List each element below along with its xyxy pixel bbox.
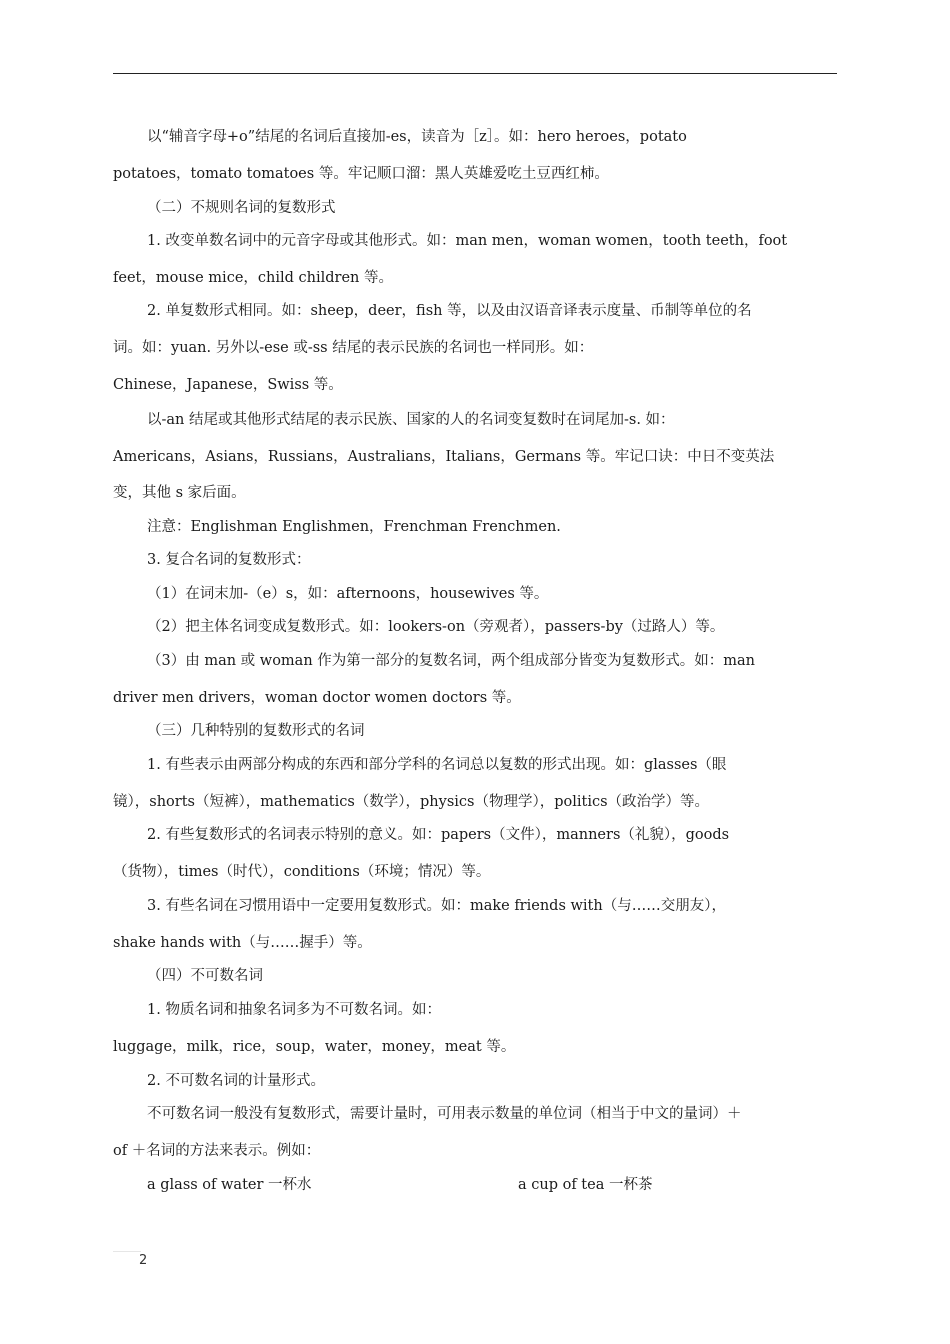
paragraph-line: of ＋名词的方法来表示。例如： [113,1143,321,1159]
paragraph-line: shake hands with（与……握手）等。 [113,935,372,951]
section-heading: （三）几种特别的复数形式的名词 [147,723,365,739]
paragraph-line: 1. 有些表示由两部分构成的东西和部分学科的名词总以复数的形式出现。如：glasses（眼 [147,757,727,773]
paragraph-line: 1. 物质名词和抽象名词多为不可数名词。如： [147,1002,441,1018]
paragraph-line: 以-an 结尾或其他形式结尾的表示民族、国家的人的名词变复数时在词尾加-s. 如： [147,412,675,428]
list-item: （2）把主体名词变成复数形式。如：lookers-on（旁观者），passers-by（过路人）等。 [147,619,725,635]
paragraph-line: 不可数名词一般没有复数形式，需要计量时，可用表示数量的单位词（相当于中文的量词）＋ [147,1106,742,1122]
paragraph-line: 2. 有些复数形式的名词表示特别的意义。如：papers（文件），manners（礼貌），goods [147,827,730,843]
paragraph-line: 1. 改变单数名词中的元音字母或其他形式。如：man men，woman women，tooth teeth，foot [147,233,788,249]
page-number: 2 [139,1253,148,1268]
footer-mark [113,1251,141,1252]
list-item: （1）在词末加-（e）s，如：afternoons，housewives 等。 [147,586,549,602]
paragraph-line: 2. 不可数名词的计量形式。 [147,1073,325,1089]
paragraph-line: 3. 复合名词的复数形式： [147,552,311,568]
paragraph-line: driver men drivers，woman doctor women doctors 等。 [113,690,521,706]
example-item: a glass of water 一杯水 [147,1177,312,1193]
section-heading: （四）不可数名词 [147,968,263,984]
paragraph-line: Americans，Asians，Russians，Australians，Italians，Germans 等。牢记口诀：中日不变英法 [113,449,775,465]
paragraph-line: feet，mouse mice，child children 等。 [113,270,393,286]
header-rule [113,73,837,74]
paragraph-line: 词。如：yuan. 另外以-ese 或-ss 结尾的表示民族的名词也一样同形。如： [113,340,594,356]
note-line: 注意：Englishman Englishmen，Frenchman Frenchmen. [147,519,561,535]
paragraph-line: 变，其他 s 家后面。 [113,485,246,501]
paragraph-line: luggage，milk，rice，soup，water，money，meat 等。 [113,1039,516,1055]
paragraph-line: 3. 有些名词在习惯用语中一定要用复数形式。如：make friends with（与……交朋友）， [147,898,726,914]
example-item: a cup of tea 一杯茶 [518,1177,653,1193]
paragraph-line: （货物），times（时代），conditions（环境；情况）等。 [113,864,491,880]
section-heading: （二）不规则名词的复数形式 [147,200,336,216]
list-item: （3）由 man 或 woman 作为第一部分的复数名词，两个组成部分皆变为复数形式。如：man [147,653,755,669]
paragraph-line: 镜），shorts（短裤），mathematics（数学），physics（物理学），politics（政治学）等。 [113,794,710,810]
paragraph-line: 以“辅音字母+o”结尾的名词后直接加-es，读音为［z］。如：hero heroes，potato [147,129,687,145]
paragraph-line: potatoes，tomato tomatoes 等。牢记顺口溜：黑人英雄爱吃土豆西红柿。 [113,166,609,182]
paragraph-line: Chinese，Japanese，Swiss 等。 [113,377,343,393]
paragraph-line: 2. 单复数形式相同。如：sheep，deer，fish 等，以及由汉语音译表示度量、币制等单位的名 [147,303,752,319]
